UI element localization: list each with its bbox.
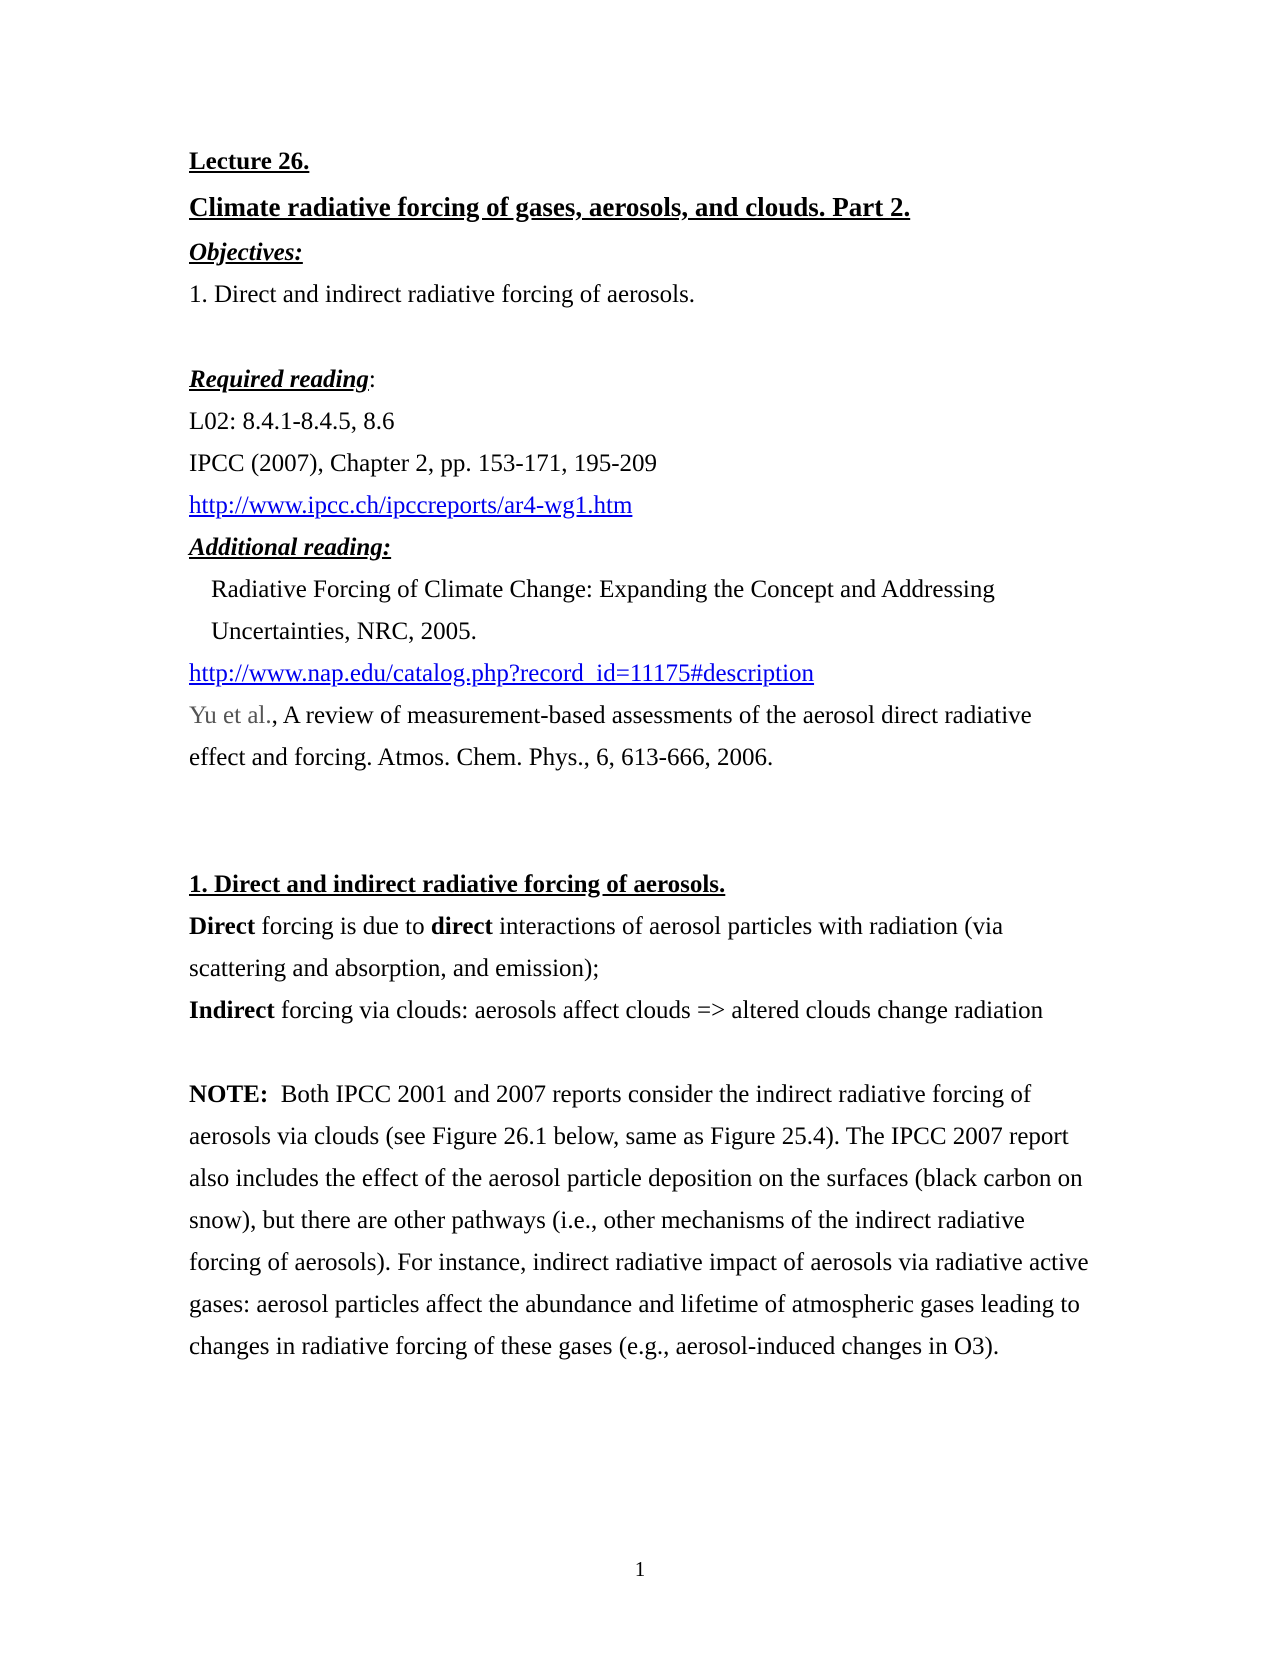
page-title: Climate radiative forcing of gases, aerosols, and clouds. Part 2. [189,192,911,222]
indirect-forcing-line [189,996,1043,1026]
objective-item: 1. Direct and indirect radiative forcing of aerosols. [189,281,696,308]
yu-author: Yu et al. [189,702,272,729]
note-line: forcing of aerosols). For instance, indirect radiative impact of aerosols via radiative active [189,1249,1089,1276]
page-number: 1 [634,1557,646,1581]
yu-title: , A review of measurement-based assessments of the aerosol direct radiative [271,702,1032,729]
note-line: aerosols via clouds (see Figure 26.1 below, same as Figure 25.4). The IPCC 2007 report [189,1123,1069,1150]
section-heading: 1. Direct and indirect radiative forcing of aerosols. [189,871,726,898]
objectives-heading: Objectives: [189,239,303,266]
direct-word: Direct [189,913,256,940]
direct-forcing-line [189,912,1003,942]
note-label: NOTE: [189,1081,269,1108]
note-line: also includes the effect of the aerosol particle deposition on the surfaces (black carbon on [189,1165,1083,1192]
additional-reading-heading: Additional reading: [189,534,392,561]
direct-mid: forcing is due to [255,913,431,940]
note-text: Both IPCC 2001 and 2007 reports consider the indirect radiative forcing of [268,1081,1032,1108]
note-line: gases: aerosol particles affect the abundance and lifetime of atmospheric gases leading to [189,1291,1080,1318]
note-line: snow), but there are other pathways (i.e., other mechanisms of the indirect radiative [189,1207,1025,1234]
additional-reading-line: Radiative Forcing of Climate Change: Expanding the Concept and Addressing [211,576,995,603]
direct-word-2: direct [430,913,493,940]
required-reading-line: IPCC (2007), Chapter 2, pp. 153-171, 195-209 [189,450,658,477]
required-reading-heading: Required reading [189,366,369,393]
ipcc-report-link[interactable]: http://www.ipcc.ch/ipccreports/ar4-wg1.htm [189,492,633,519]
direct-rest: interactions of aerosol particles with radiation (via [492,913,1004,940]
direct-forcing-line-2: scattering and absorption, and emission); [189,955,600,982]
nap-catalog-link[interactable]: http://www.nap.edu/catalog.php?record_id=11175#description [189,660,815,687]
required-reading-colon: : [368,366,376,393]
indirect-rest: forcing via clouds: aerosols affect clouds => altered clouds change radiation [274,997,1044,1024]
indirect-word: Indirect [189,997,275,1024]
lecture-number: Lecture 26. [189,148,310,175]
note-line: changes in radiative forcing of these gases (e.g., aerosol-induced changes in O3). [189,1333,1000,1360]
required-reading-line: L02: 8.4.1-8.4.5, 8.6 [189,408,395,435]
note-line-1 [189,1080,1031,1110]
yu-reference-line [189,701,1032,731]
required-reading-heading-line [189,365,376,395]
additional-reading-line: Uncertainties, NRC, 2005. [211,618,477,645]
yu-reference-line-2: effect and forcing. Atmos. Chem. Phys., 6, 613-666, 2006. [189,744,774,771]
